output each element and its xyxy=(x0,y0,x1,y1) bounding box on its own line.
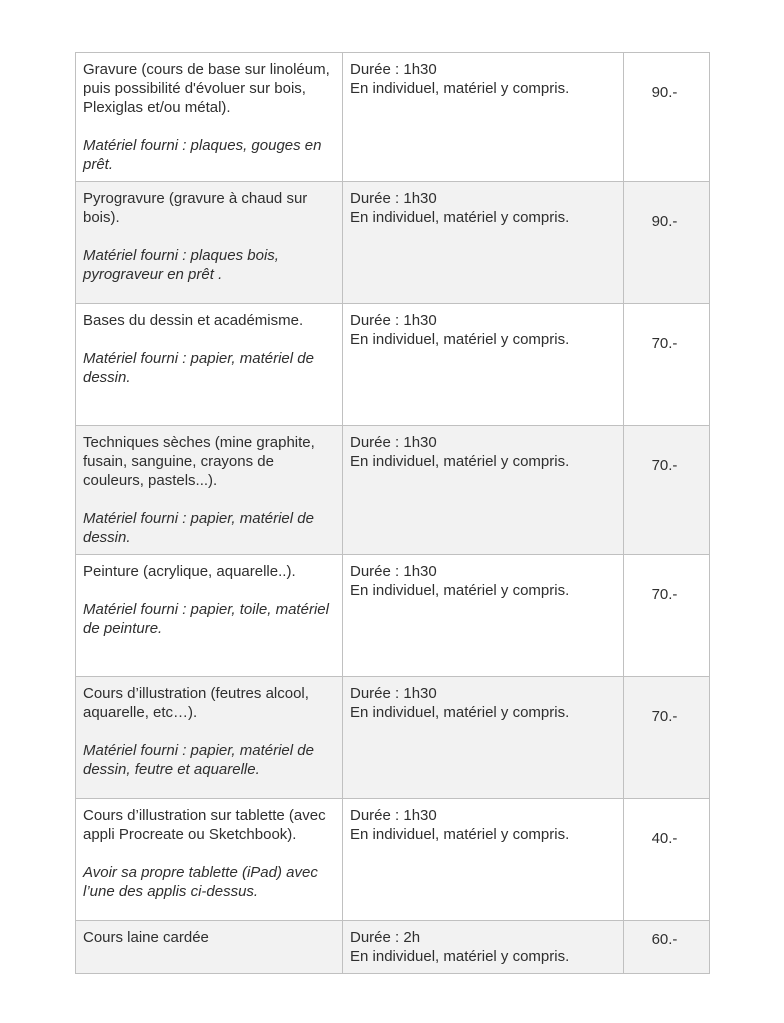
duration-text: Durée : 1h30 xyxy=(350,190,437,207)
price-cell xyxy=(624,555,707,676)
price-text: 90.- xyxy=(651,84,678,101)
table-row xyxy=(76,181,709,303)
details-cell xyxy=(343,426,624,554)
table-row xyxy=(76,676,709,798)
conditions-text: En individuel, matériel y compris. xyxy=(350,453,570,470)
price-cell xyxy=(624,53,707,181)
price-cell xyxy=(624,921,707,973)
duration-text: Durée : 1h30 xyxy=(350,563,437,580)
price-cell xyxy=(624,426,707,554)
course-pricing-table xyxy=(75,52,710,974)
table-row xyxy=(76,798,709,920)
course-title: Cours d’illustration (feutres alcool, aquarelle, etc…). xyxy=(83,685,309,721)
course-note: Matériel fourni : papier, matériel de dessin, feutre et aquarelle. xyxy=(83,742,314,778)
details-cell xyxy=(343,53,624,181)
price-text: 40.- xyxy=(651,830,678,847)
course-cell xyxy=(76,426,343,554)
course-cell xyxy=(76,799,343,920)
details-cell xyxy=(343,182,624,303)
price-cell xyxy=(624,304,707,425)
details-cell xyxy=(343,304,624,425)
table-row xyxy=(76,920,709,973)
details-cell xyxy=(343,799,624,920)
table-row xyxy=(76,554,709,676)
conditions-text: En individuel, matériel y compris. xyxy=(350,331,570,348)
conditions-text: En individuel, matériel y compris. xyxy=(350,582,570,599)
course-note: Matériel fourni : papier, matériel de dessin. xyxy=(83,350,314,386)
course-cell xyxy=(76,182,343,303)
table-row xyxy=(76,53,709,181)
course-title: Cours d’illustration sur tablette (avec appli Procreate ou Sketchbook). xyxy=(83,807,326,843)
conditions-text: En individuel, matériel y compris. xyxy=(350,826,570,843)
duration-text: Durée : 2h xyxy=(350,929,421,946)
course-title: Cours laine cardée xyxy=(83,929,209,946)
course-title: Gravure (cours de base sur linoléum, puis possibilité d'évoluer sur bois, Plexiglas et/ou métal). xyxy=(83,61,330,116)
duration-text: Durée : 1h30 xyxy=(350,312,437,329)
duration-text: Durée : 1h30 xyxy=(350,685,437,702)
course-note: Matériel fourni : plaques, gouges en prêt. xyxy=(83,137,322,173)
duration-text: Durée : 1h30 xyxy=(350,434,437,451)
course-note: Matériel fourni : papier, matériel de dessin. xyxy=(83,510,314,546)
course-cell xyxy=(76,677,343,798)
details-cell xyxy=(343,555,624,676)
conditions-text: En individuel, matériel y compris. xyxy=(350,948,570,965)
price-cell xyxy=(624,799,707,920)
conditions-text: En individuel, matériel y compris. xyxy=(350,209,570,226)
duration-text: Durée : 1h30 xyxy=(350,61,437,78)
conditions-text: En individuel, matériel y compris. xyxy=(350,80,570,97)
course-cell xyxy=(76,555,343,676)
price-text: 70.- xyxy=(651,708,678,725)
price-cell xyxy=(624,182,707,303)
course-note: Avoir sa propre tablette (iPad) avec l’une des applis ci-dessus. xyxy=(83,864,318,900)
price-text: 90.- xyxy=(651,213,678,230)
duration-text: Durée : 1h30 xyxy=(350,807,437,824)
details-cell xyxy=(343,921,624,973)
course-cell xyxy=(76,921,343,973)
price-cell xyxy=(624,677,707,798)
course-note: Matériel fourni : papier, toile, matériel de peinture. xyxy=(83,601,329,637)
course-note: Matériel fourni : plaques bois, pyrograveur en prêt . xyxy=(83,247,279,283)
price-text: 70.- xyxy=(651,586,678,603)
price-text: 60.- xyxy=(651,931,678,948)
course-title: Techniques sèches (mine graphite, fusain, sanguine, crayons de couleurs, pastels...). xyxy=(83,434,315,489)
conditions-text: En individuel, matériel y compris. xyxy=(350,704,570,721)
details-cell xyxy=(343,677,624,798)
course-cell xyxy=(76,304,343,425)
course-cell xyxy=(76,53,343,181)
course-title: Pyrogravure (gravure à chaud sur bois). xyxy=(83,190,308,226)
course-title: Bases du dessin et académisme. xyxy=(83,312,304,329)
price-text: 70.- xyxy=(651,335,678,352)
table-row xyxy=(76,425,709,554)
table-row xyxy=(76,303,709,425)
course-title: Peinture (acrylique, aquarelle..). xyxy=(83,563,296,580)
price-text: 70.- xyxy=(651,457,678,474)
